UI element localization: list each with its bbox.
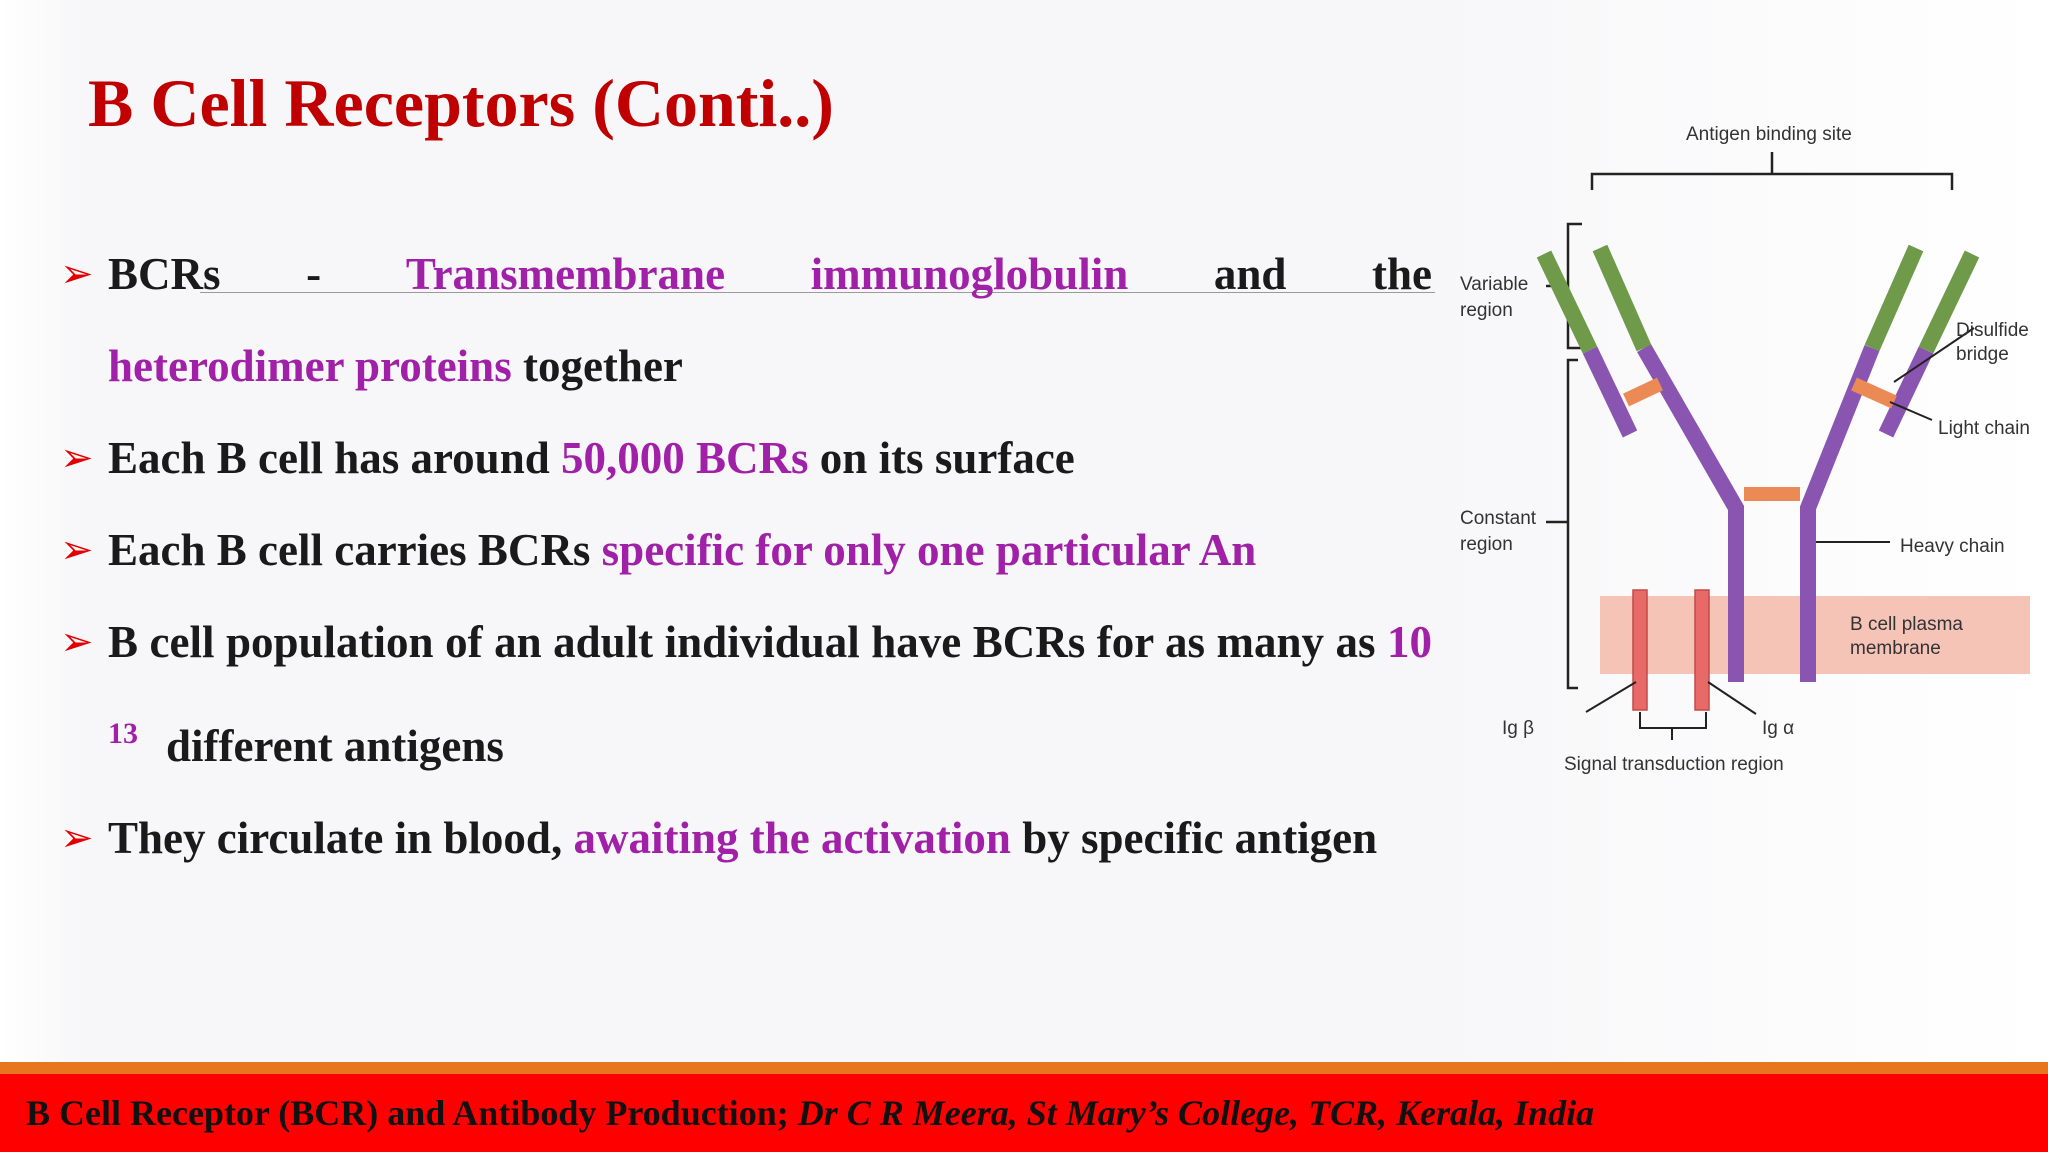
bullet-highlight: Transmembrane xyxy=(405,249,726,299)
bullet-text: Each B cell carries BCRs xyxy=(108,525,602,575)
bullet-highlight: specific for only one particular An xyxy=(601,525,1257,575)
bullet-text: by specific antigen xyxy=(1010,813,1378,863)
bullet-line xyxy=(108,228,1432,320)
bullet-text: together xyxy=(511,341,683,391)
label-heavy-chain: Heavy chain xyxy=(1900,536,2005,557)
footer-text xyxy=(26,1092,1594,1134)
bullet-list xyxy=(60,228,1432,884)
label-light-chain: Light chain xyxy=(1938,418,2030,439)
arrow-bullet-icon: ➢ xyxy=(60,527,94,573)
label-variable-region: Variable xyxy=(1460,274,1529,295)
bullet-text: B cell population of an adult individual have BCRs for as many as xyxy=(108,617,1387,667)
bullet-highlight: 10 xyxy=(1387,617,1432,667)
bullet-text: the xyxy=(1372,249,1433,299)
arrow-bullet-icon: ➢ xyxy=(60,619,94,665)
label-signal-transduction: Signal transduction region xyxy=(1564,754,1784,775)
arrow-bullet-icon: ➢ xyxy=(60,251,94,297)
bullet-item xyxy=(60,504,1432,596)
slide-title: B Cell Receptors (Conti..) xyxy=(88,65,834,141)
label-variable-region-2: region xyxy=(1460,300,1513,321)
footer-bar xyxy=(0,1074,2048,1152)
bullet-item xyxy=(60,412,1432,504)
label-ig-beta: Ig β xyxy=(1502,718,1535,739)
bullet-highlight: heterodimer proteins xyxy=(108,341,512,391)
bullet-text: They circulate in blood, xyxy=(108,813,574,863)
bullet-line xyxy=(108,320,1432,412)
label-antigen-binding-site: Antigen binding site xyxy=(1686,124,1852,145)
bullet-item xyxy=(60,792,1432,884)
footer-stripe xyxy=(0,1062,2048,1074)
bullet-highlight: immunoglobulin xyxy=(810,249,1129,299)
bullet-highlight: 50,000 BCRs xyxy=(561,433,809,483)
arrow-bullet-icon: ➢ xyxy=(60,435,94,481)
label-membrane-2: membrane xyxy=(1850,638,1941,659)
bcr-structure-diagram xyxy=(1450,112,2040,792)
bullet-item xyxy=(60,596,1432,792)
label-ig-alpha: Ig α xyxy=(1762,718,1795,739)
bullet-text: and xyxy=(1213,249,1287,299)
label-membrane: B cell plasma xyxy=(1850,614,1963,635)
label-constant-region-2: region xyxy=(1460,534,1513,555)
bullet-text: BCRs xyxy=(108,249,221,299)
bullet-item xyxy=(60,228,1432,412)
bullet-text: different antigens xyxy=(166,721,504,771)
bullet-text: - xyxy=(306,249,322,299)
label-disulfide-bridge-2: bridge xyxy=(1956,344,2009,365)
label-constant-region: Constant xyxy=(1460,508,1537,529)
antigen-binding-bracket xyxy=(1592,152,1952,190)
footer-author: Dr C R Meera, St Mary’s College, TCR, Kerala, India xyxy=(797,1093,1595,1133)
bullet-text: on its surface xyxy=(808,433,1075,483)
bullet-highlight: awaiting the activation xyxy=(573,813,1011,863)
ig-beta-chain xyxy=(1633,590,1647,710)
ig-alpha-chain xyxy=(1695,590,1709,710)
bullet-superscript: 13 xyxy=(108,717,138,750)
arrow-bullet-icon: ➢ xyxy=(60,815,94,861)
bullet-text: Each B cell has around xyxy=(108,433,562,483)
footer-title: B Cell Receptor (BCR) and Antibody Production; xyxy=(26,1093,798,1133)
label-disulfide-bridge: Disulfide xyxy=(1956,320,2029,341)
